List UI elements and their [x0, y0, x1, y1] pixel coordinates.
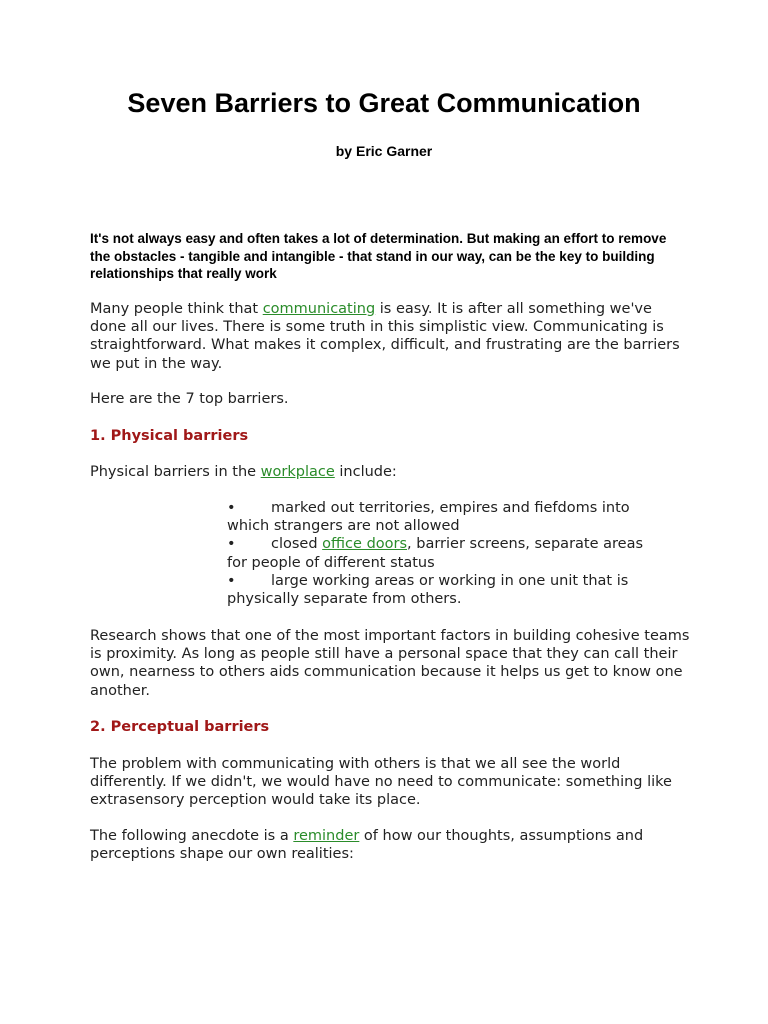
intro-paragraph	[90, 300, 690, 373]
bullet-icon: •	[227, 500, 236, 516]
list-item	[227, 535, 667, 571]
proximity-paragraph: Research shows that one of the most important factors in building cohesive teams is proximity. As long as people still have a personal space that they can call their own, nearness to others aids communication because it helps us get to know one another.	[90, 628, 690, 699]
bullet-icon: •	[227, 572, 236, 589]
communicating-link[interactable]: communicating	[262, 301, 376, 317]
list-item	[227, 572, 667, 608]
office-doors-link[interactable]: office doors	[322, 536, 408, 553]
heading-perceptual-barriers: 2. Perceptual barriers	[90, 719, 270, 735]
workplace-link[interactable]: workplace	[260, 464, 335, 480]
bullet-icon: •	[227, 536, 236, 553]
list-item	[227, 499, 667, 535]
physical-barriers-list	[227, 499, 667, 608]
intro-text-start: Many people think that	[90, 301, 263, 317]
reminder-link[interactable]: reminder	[293, 828, 360, 844]
physical-text-end: include:	[334, 464, 397, 480]
heading-physical-barriers: 1. Physical barriers	[90, 428, 249, 444]
list-item-text-end: , barrier screens, separate areas for people of different status	[227, 536, 644, 571]
author-byline: by Eric Garner	[335, 143, 433, 159]
article-title: Seven Barriers to Great Communication	[127, 88, 641, 118]
anecdote-text-start: The following anecdote is a	[90, 828, 294, 844]
physical-text-start: Physical barriers in the	[90, 464, 261, 480]
lead-paragraph: It's not always easy and often takes a lot of determination. But making an effort to remove the obstacles - tangible and intangible - that stand in our way, can be the key to building relationships that really work	[90, 231, 667, 281]
physical-barriers-paragraph	[90, 463, 690, 481]
intro-text-end: is easy. It is after all something we've done all our lives. There is some truth in this simplistic view. Communicating is straightforward. What makes it complex, difficult, and frustrating are the barriers we put in the way.	[90, 301, 680, 372]
perception-paragraph: The problem with communicating with others is that we all see the world differently. If we didn't, we would have no need to communicate: something like extrasensory perception would take its place.	[90, 756, 672, 809]
anecdote-paragraph	[90, 827, 690, 863]
barriers-intro-paragraph: Here are the 7 top barriers.	[90, 391, 289, 407]
list-item-text: marked out territories, empires and fiefdoms into which strangers are not allowed	[227, 500, 630, 535]
anecdote-text-end: of how our thoughts, assumptions and perceptions shape our own realities:	[90, 828, 644, 863]
list-item-text: large working areas or working in one unit that is physically separate from others.	[227, 572, 629, 608]
list-item-text-start: closed	[271, 536, 323, 553]
